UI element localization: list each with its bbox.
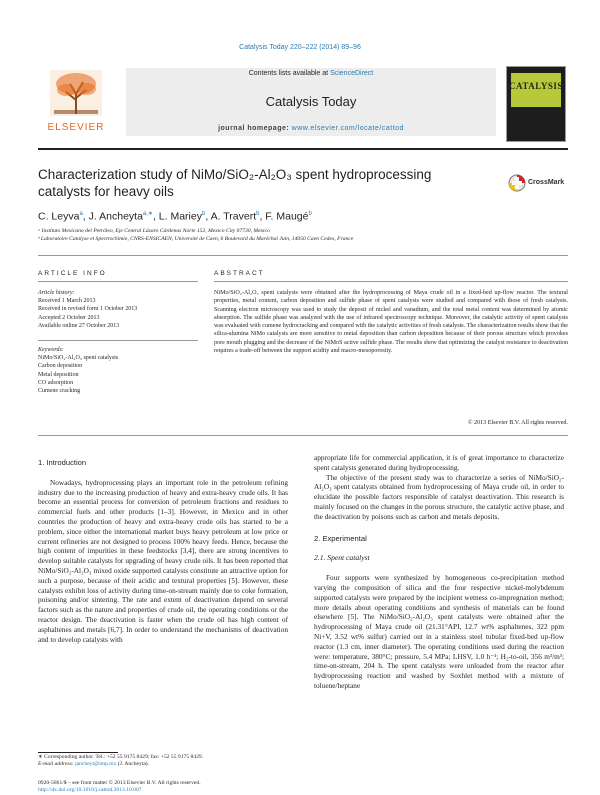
elsevier-tree-icon <box>50 70 102 116</box>
spent-catalyst-subheading: 2.1. Spent catalyst <box>314 553 370 563</box>
contents-line <box>126 70 496 77</box>
author-4-affiliation: b <box>256 211 260 217</box>
history-rule <box>38 340 198 341</box>
abstract-heading: ABSTRACT <box>214 270 265 277</box>
title-line-1: Characterization study of NiMo/SiO₂-Al₂O₃ spent hydroprocessing <box>38 167 432 182</box>
footnotes <box>38 754 288 768</box>
body-column-left <box>38 458 288 644</box>
author-5[interactable]: F. Maugé <box>265 210 309 223</box>
keywords-label: Keywords: <box>38 347 64 353</box>
introduction-heading: 1. Introduction <box>38 458 87 467</box>
history-revised: Received in revised form 1 October 2013 <box>38 306 138 313</box>
journal-cover-thumbnail <box>506 66 566 142</box>
title-line-2: catalysts for heavy oils <box>38 184 174 199</box>
author-1[interactable]: C. Leyva <box>38 210 80 223</box>
history-label: Article history: <box>38 290 75 296</box>
abstract-copyright: © 2013 Elsevier B.V. All rights reserved. <box>467 420 568 426</box>
email-note <box>38 761 288 768</box>
header-rule <box>38 148 568 150</box>
keyword: CO adsorption <box>38 379 74 386</box>
author-list: C. Leyva$^a$, J. Ancheyta$^{a,∗}$, L. Mariey$^b$, A. Travert$^b$, F. Maugé$^b$ <box>38 210 312 223</box>
abstract-text: NiMo/SiO₂-Al₂O₃ spent catalysts were obtained after the hydroprocessing of Maya crude oil in a fixed-bed up-flow reactor. The textural properties, metal content, carbon deposition and sulfide phase of spent catalysts were studied and compared with those of fresh catalysts. Scanning electron microscopy was used to study the deposit of nickel and vanadium, and the total metal content was determined by atomic absorption. The sulfide phase was analyzed with the use of infrared spectroscopy technique. Moreover, the catalytic activity of spent catalysts was evaluated with cumene hydrocracking and compared with the catalytic activities of fresh catalysts. The characterization results show that the silica-alumina NiMo catalysts are more sensitive to metal deposition than carbon deposition because of their porous structure which provokes pore mouth plugging and the decrease of the NiMoS active sulfide phase. The results show that optimizing the catalyst resistance to deactivation requires a trade-off between the support acidity and macro-mesoporosity. <box>214 290 568 355</box>
keyword: NiMo/SiO₂-Al₂O₃ spent catalysts <box>38 355 119 362</box>
email-link[interactable]: jancheyt@imp.mx <box>75 761 117 767</box>
homepage-line <box>126 125 496 132</box>
article-history <box>38 289 198 330</box>
keyword: Cumene cracking <box>38 388 81 395</box>
section-rule <box>38 255 568 256</box>
author-5-affiliation: b <box>308 211 312 217</box>
homepage-link[interactable]: www.elsevier.com/locate/cattod <box>291 125 404 132</box>
author-3[interactable]: L. Mariey <box>158 210 202 223</box>
contents-prefix: Contents lists available at <box>248 70 331 77</box>
masthead-banner <box>126 68 496 136</box>
corresponding-author-note: ∗ Corresponding author. Tel.: +52 55 9175 8429; fax: +52 55 9175 8429. <box>38 754 204 760</box>
affiliation-a: ᵃ Instituto Mexicano del Petróleo, Eje Central Lázaro Cárdenas Norte 152, Mexico City 07730, Mexico <box>38 228 270 234</box>
objective-paragraph: The objective of the present study was to characterize a series of NiMo/SiO₂-Al₂O₃ spent catalysts obtained from hydroprocessing of Maya crude oil, in order to elucidate the possible factors responsible of catalyst deactivation. This research is mainly focused on the changes in the porous structure, the catalytic active phase, and the deactivation by poisons such as carbon and metals deposits. <box>314 472 564 521</box>
email-label: E-mail address: <box>38 761 76 767</box>
journal-masthead <box>38 66 568 142</box>
body-column-right <box>314 453 564 691</box>
abstract-bottom-rule <box>38 435 568 436</box>
history-accepted: Accepted 2 October 2013 <box>38 314 100 321</box>
elsevier-wordmark: ELSEVIER <box>47 122 105 133</box>
author-3-affiliation: b <box>201 211 206 217</box>
abstract-rule <box>214 281 568 282</box>
keyword: Carbon deposition <box>38 363 83 370</box>
crossmark-label: CrossMark <box>528 179 565 186</box>
author-2[interactable]: J. Ancheyta <box>88 210 143 223</box>
article-info-rule <box>38 281 198 282</box>
experimental-paragraph: Four supports were synthesized by homogeneous co-precipitation method varying the composition of silica and the four respective nickel-molybdenum supported catalysts were prepared by the incipient wetness co-impregnation method; more details about operating conditions and synthesis of materials can be found elsewhere [5]. The NiMo/SiO₂-Al₂O₃ spent catalysts were obtained after the hydroprocessing of Maya crude oil (21.31°API, 12.7 wt% asphaltenes, 322 ppm Ni+V, 3.52 wt% sulfur) carried out in a stainless steel tubular fixed-bed up-flow reactor (1.3 cm, inner diameter). The operating conditions used during the reaction were: temperature, 380°C; pressure, 5.4 MPa; LHSV, 1.0 h⁻¹; H₂-to-oil, 356 m³/m³; time-on-stream, 204 h. The spent catalysts were unloaded from the reactor after hydroprocessing reaction and washed by Soxhlet method with a mixture of toluene/heptane <box>314 573 564 690</box>
cover-title: CATALYSIS <box>509 81 563 91</box>
article-title <box>38 166 478 200</box>
issn-line: 0920-5861/$ – see front matter © 2013 Elsevier B.V. All rights reserved. <box>38 780 201 786</box>
author-2-affiliation: a,∗ <box>142 211 153 217</box>
elsevier-logo <box>38 68 114 138</box>
history-online: Available online 27 October 2013 <box>38 322 120 329</box>
footnote-rule <box>38 752 118 753</box>
crossmark-icon <box>508 173 526 193</box>
keywords <box>38 346 198 395</box>
introduction-continued: appropriate life for commercial application, it is of great importance to characterize spent catalysts generated during hydroprocessing. <box>314 453 564 472</box>
journal-name: Catalysis Today <box>265 94 357 109</box>
issn-footer <box>38 780 338 794</box>
homepage-prefix: journal homepage: <box>218 125 292 132</box>
article-info-heading: ARTICLE INFO <box>38 270 107 277</box>
introduction-paragraph: Nowadays, hydroprocessing plays an important role in the petroleum refining industry due to the increasing production of heavy and extra-heavy crude oils. It has become an essential process for conversion of petroleum fractions and residues to commercial fuels and other products [1–3]. However, in Mexico and in other countries the production of heavy and extra-heavy crude oils has started to be a problem, since either the international market buys heavy petroleum at low price or current refineries are not designed to process 100% heavy feeds. Hence, because the high content of impurities in these feedstocks [3,4], there are strong incentives to develop suitable catalysts for upgrading of heavy crude oils. It has been reported that NiMo/SiO₂-Al₂O₃ mixed oxide supported catalysts constitute an attractive option for such a purpose, because of their acidic and textural properties [5]. However, these catalysts exhibit loss of activity during time-on-stream mainly due to coke formation, poisoning and/or sintering. The rate and extent of deactivation depend on several factors such as the nature and properties of crude oil, the operating conditions or the reactor design. The deactivation is faster when the crude oil has high content of asphaltenes and metals [6,7]. In order to understand the mechanisms of deactivation and to develop catalysts with <box>38 477 288 644</box>
author-1-affiliation: a <box>79 211 83 217</box>
author-4[interactable]: A. Travert <box>210 210 257 223</box>
sciencedirect-link[interactable]: ScienceDirect <box>330 70 374 77</box>
crossmark-badge[interactable] <box>508 173 568 195</box>
journal-reference[interactable]: Catalysis Today 220–222 (2014) 89–96 <box>239 44 361 51</box>
email-owner: (J. Ancheyta). <box>116 761 150 767</box>
doi-link[interactable]: http://dx.doi.org/10.1016/j.cattod.2013.10.007 <box>38 787 142 793</box>
affiliation-b: ᵇ Laboratoire Catalyse et Spectrochimie, CNRS-ENSICAEN, Université de Caen, 6 Boulevard du Maréchal Juin, 14050 Caen Cedex, France <box>38 236 354 242</box>
experimental-heading: 2. Experimental <box>314 533 367 543</box>
keyword: Metal deposition <box>38 371 79 378</box>
history-received: Received 1 March 2013 <box>38 298 96 305</box>
